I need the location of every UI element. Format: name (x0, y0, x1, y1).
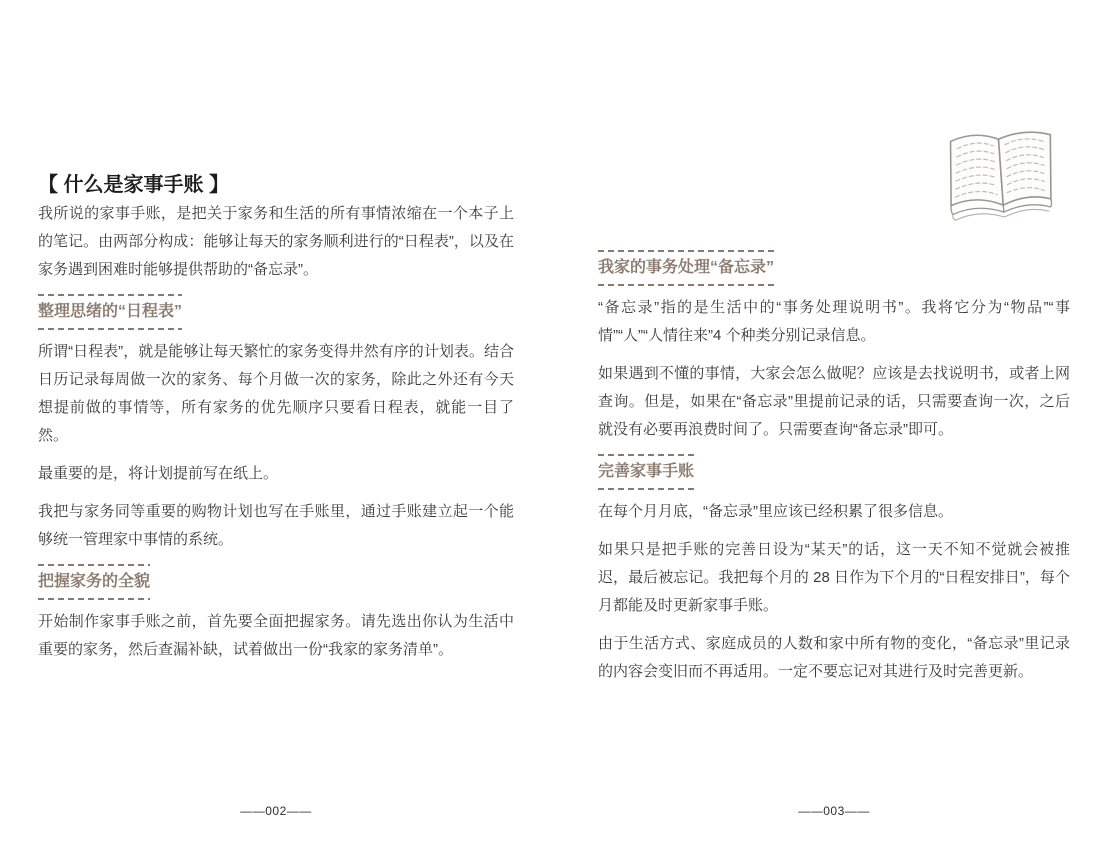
dash-divider (598, 454, 694, 456)
paragraph: “备忘录”指的是生活中的“事务处理说明书”。我将它分为“物品”“事情”“人”“人情往来”4 个种类分别记录信息。 (598, 299, 1070, 344)
dash-divider (38, 564, 150, 566)
section-heading-label: 把握家务的全貌 (38, 573, 151, 590)
dash-divider (598, 250, 774, 252)
intro-paragraph: 我所说的家事手账，是把关于家务和生活的所有事情浓缩在一个本子上的笔记。由两部分构成：能够让每天的家务顺利进行的“日程表”，以及在家务遇到困难时能够提供帮助的“备忘录”。 (38, 205, 514, 278)
paragraph: 在每个月月底，“备忘录”里应该已经积累了很多信息。 (598, 503, 953, 520)
dash-divider (38, 294, 182, 296)
section-heading-improve (598, 454, 694, 490)
section-heading-overview (38, 564, 150, 600)
paragraph: 如果只是把手账的完善日设为“某天”的话，这一天不知不觉就会被推迟，最后被忘记。我把每个月的 28 日作为下个月的“日程安排日”，每个月都能及时更新家事手账。 (598, 541, 1070, 614)
paragraph: 如果遇到不懂的事情，大家会怎么做呢？应该是去找说明书，或者上网查询。但是，如果在“备忘录”里提前记录的话，只需要查询一次，之后就没有必要再浪费时间了。只需要查询“备忘录”即可。 (598, 365, 1070, 438)
section-heading-label: 完善家事手账 (598, 463, 695, 480)
paragraph: 我把与家务同等重要的购物计划也写在手账里，通过手账建立起一个能够统一管理家中事情的系统。 (38, 503, 514, 548)
dash-divider (38, 328, 182, 330)
dash-divider (38, 598, 150, 600)
open-notebook-icon (933, 122, 1073, 237)
left-page (38, 0, 514, 674)
right-page (598, 0, 1070, 696)
open-notebook-illustration (933, 122, 1073, 237)
section-heading-label: 我家的事务处理“备忘录” (598, 259, 775, 276)
dash-divider (598, 284, 774, 286)
paragraph: 最重要的是，将计划提前写在纸上。 (38, 465, 279, 482)
dash-divider (598, 488, 694, 490)
section-heading-label: 整理思绪的“日程表” (38, 303, 183, 320)
page-title: 【 什么是家事手账 】 (38, 174, 230, 196)
paragraph: 开始制作家事手账之前，首先要全面把握家务。请先选出你认为生活中重要的家务，然后查漏补缺，试着做出一份“我家的家务清单”。 (38, 613, 514, 658)
section-heading-schedule (38, 294, 182, 330)
section-heading-memo (598, 250, 774, 286)
paragraph: 所谓“日程表”，就是能够让每天繁忙的家务变得井然有序的计划表。结合日历记录每周做一次的家务、每个月做一次的家务，除此之外还有今天想提前做的事情等，所有家务的优先顺序只要看日程表，就能一目了然。 (38, 343, 514, 444)
page-number-left: ——002—— (240, 804, 312, 818)
paragraph: 由于生活方式、家庭成员的人数和家中所有物的变化，“备忘录”里记录的内容会变旧而不再适用。一定不要忘记对其进行及时完善更新。 (598, 635, 1070, 680)
page-number-right: ——003—— (798, 804, 870, 818)
